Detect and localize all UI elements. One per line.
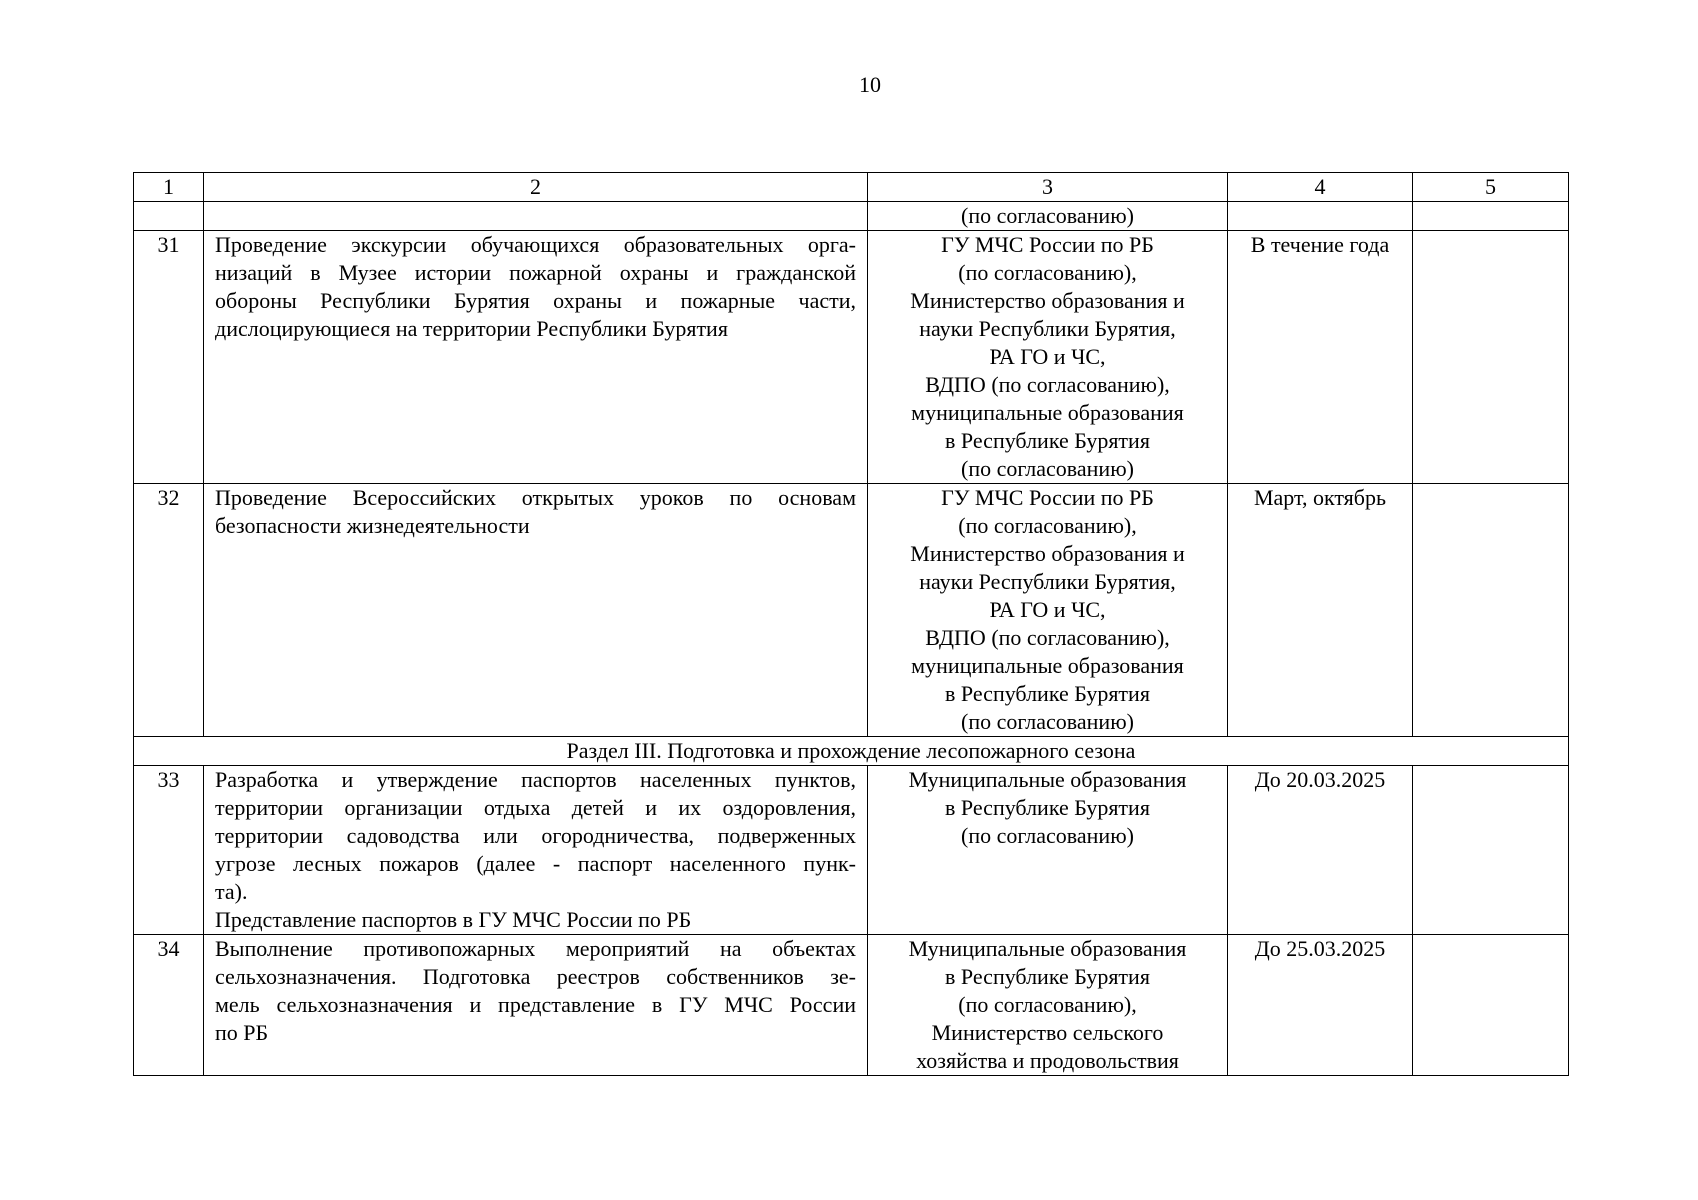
row-number xyxy=(134,202,204,231)
text-line: (по согласованию) xyxy=(961,203,1134,228)
activity-cell xyxy=(204,231,868,484)
text-line: РА ГО и ЧС, xyxy=(989,597,1106,622)
activity-cell xyxy=(204,766,868,935)
row-number: 31 xyxy=(134,231,204,484)
column-header: 4 xyxy=(1228,173,1413,202)
table-row xyxy=(134,202,1569,231)
text-line: (по согласованию), xyxy=(958,992,1137,1017)
note-cell xyxy=(1413,202,1569,231)
note-cell xyxy=(1413,484,1569,737)
text-line: ВДПО (по согласованию), xyxy=(925,372,1170,397)
text-line: в Республике Бурятия xyxy=(945,795,1150,820)
text-line: низаций в Музее истории пожарной охраны и гражданской xyxy=(215,260,856,285)
text-line: ГУ МЧС России по РБ xyxy=(941,485,1154,510)
text-line: Муниципальные образования xyxy=(908,767,1187,792)
column-header: 3 xyxy=(868,173,1228,202)
text-line: Разработка и утверждение паспортов населенных пунктов, xyxy=(215,767,856,792)
activity-cell xyxy=(204,484,868,737)
text-line: обороны Республики Бурятия охраны и пожарные части, xyxy=(215,288,856,313)
column-header: 2 xyxy=(204,173,868,202)
text-line: в Республике Бурятия xyxy=(945,964,1150,989)
table-row xyxy=(134,935,1569,1076)
deadline-cell xyxy=(1228,202,1413,231)
note-cell xyxy=(1413,766,1569,935)
text-line: мель сельхозназначения и представление в ГУ МЧС России xyxy=(215,992,856,1017)
text-line: Муниципальные образования xyxy=(908,936,1187,961)
text-line: Проведение экскурсии обучающихся образовательных орга- xyxy=(215,232,856,257)
text-line: (по согласованию) xyxy=(961,456,1134,481)
text-line: хозяйства и продовольствия xyxy=(916,1048,1179,1073)
activity-cell xyxy=(204,935,868,1076)
text-line: угрозе лесных пожаров (далее - паспорт населенного пунк- xyxy=(215,851,856,876)
text-line: РА ГО и ЧС, xyxy=(989,344,1106,369)
deadline-cell: Март, октябрь xyxy=(1228,484,1413,737)
table-row xyxy=(134,484,1569,737)
text-line: территории садоводства или огородничества, подверженных xyxy=(215,823,856,848)
row-number: 32 xyxy=(134,484,204,737)
deadline-cell: До 20.03.2025 xyxy=(1228,766,1413,935)
responsible-cell xyxy=(868,202,1228,231)
text-line: науки Республики Бурятия, xyxy=(919,569,1176,594)
table-row xyxy=(134,766,1569,935)
column-header: 1 xyxy=(134,173,204,202)
text-line: дислоцирующиеся на территории Республики Бурятия xyxy=(215,316,728,341)
text-line: сельхозназначения. Подготовка реестров собственников зе- xyxy=(215,964,856,989)
text-line: (по согласованию) xyxy=(961,823,1134,848)
text-line: муниципальные образования xyxy=(911,653,1184,678)
text-line: безопасности жизнедеятельности xyxy=(215,513,530,538)
table-header-row xyxy=(134,173,1569,202)
section-heading-row xyxy=(134,737,1569,766)
table-row xyxy=(134,231,1569,484)
text-line: Министерство образования и xyxy=(910,541,1185,566)
text-line: в Республике Бурятия xyxy=(945,681,1150,706)
activity-cell xyxy=(204,202,868,231)
note-cell xyxy=(1413,231,1569,484)
text-line: та). xyxy=(215,879,248,904)
text-line: ВДПО (по согласованию), xyxy=(925,625,1170,650)
column-header: 5 xyxy=(1413,173,1569,202)
activity-plan-table xyxy=(133,172,1569,1076)
text-line: ГУ МЧС России по РБ xyxy=(941,232,1154,257)
text-line: Министерство сельского xyxy=(931,1020,1164,1045)
row-number: 34 xyxy=(134,935,204,1076)
page-number: 10 xyxy=(859,72,881,97)
text-line: науки Республики Бурятия, xyxy=(919,316,1176,341)
row-number: 33 xyxy=(134,766,204,935)
text-line: территории организации отдыха детей и их оздоровления, xyxy=(215,795,856,820)
text-line: (по согласованию) xyxy=(961,709,1134,734)
responsible-cell xyxy=(868,484,1228,737)
text-line: (по согласованию), xyxy=(958,260,1137,285)
text-line: Представление паспортов в ГУ МЧС России по РБ xyxy=(215,907,692,932)
text-line: Проведение Всероссийских открытых уроков по основам xyxy=(215,485,856,510)
text-line: (по согласованию), xyxy=(958,513,1137,538)
responsible-cell xyxy=(868,935,1228,1076)
deadline-cell: До 25.03.2025 xyxy=(1228,935,1413,1076)
text-line: Выполнение противопожарных мероприятий на объектах xyxy=(215,936,856,961)
text-line: Министерство образования и xyxy=(910,288,1185,313)
text-line: в Республике Бурятия xyxy=(945,428,1150,453)
responsible-cell xyxy=(868,766,1228,935)
text-line: муниципальные образования xyxy=(911,400,1184,425)
deadline-cell: В течение года xyxy=(1228,231,1413,484)
note-cell xyxy=(1413,935,1569,1076)
section-title: Раздел III. Подготовка и прохождение лесопожарного сезона xyxy=(134,737,1569,766)
text-line: по РБ xyxy=(215,1020,269,1045)
responsible-cell xyxy=(868,231,1228,484)
